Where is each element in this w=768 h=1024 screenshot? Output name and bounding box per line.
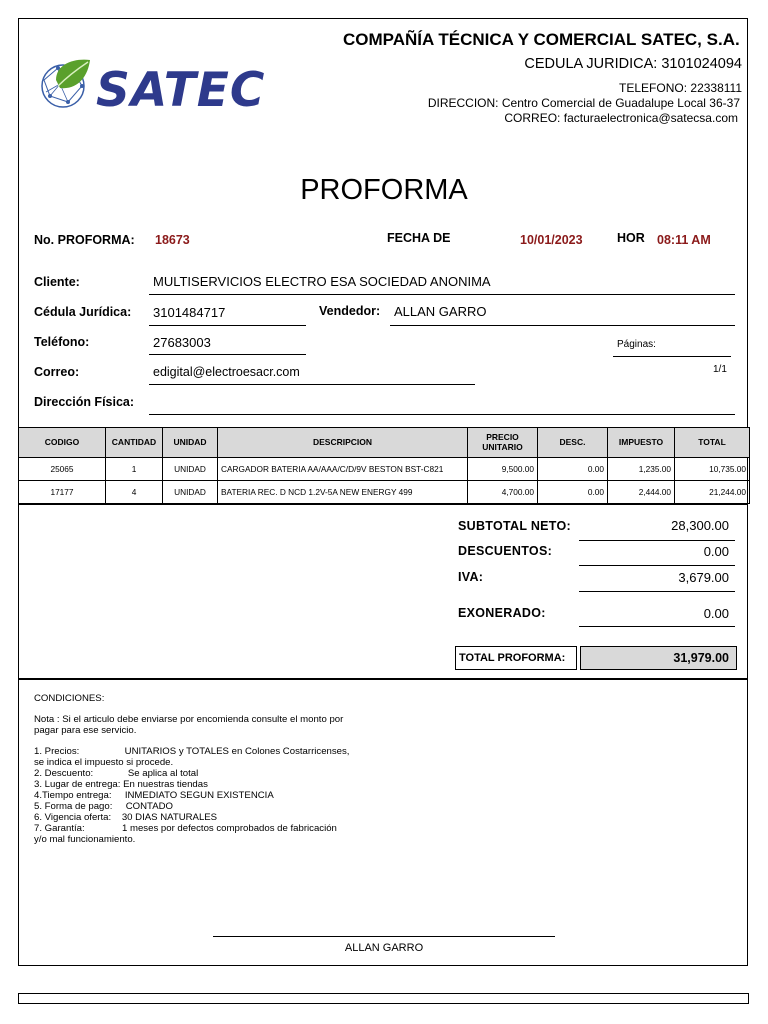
condition-line: 7. Garantía: 1 meses por defectos comprobados de fabricación	[34, 823, 337, 834]
subtotal-underline	[579, 540, 735, 541]
cell-impuesto: 1,235.00	[608, 458, 675, 481]
exonerado-label: EXONERADO:	[458, 606, 546, 620]
cell-descripcion: BATERIA REC. D NCD 1.2V-5A NEW ENERGY 499	[218, 481, 468, 504]
signature-line	[213, 936, 555, 937]
condition-line: 2. Descuento: Se aplica al total	[34, 768, 199, 779]
total-label-box	[455, 646, 577, 670]
hora-label: HOR	[617, 231, 645, 245]
paginas-label: Páginas:	[617, 339, 656, 350]
paginas-underline	[613, 356, 731, 357]
correo-underline	[149, 384, 475, 385]
telefono-underline	[149, 354, 306, 355]
cell-descripcion: CARGADOR BATERIA AA/AAA/C/D/9V BESTON BST-C821	[218, 458, 468, 481]
descuentos-underline	[579, 565, 735, 566]
condition-line: 4.Tiempo entrega: INMEDIATO SEGUN EXISTENCIA	[34, 790, 274, 801]
satec-logo	[38, 56, 288, 116]
footer-box	[18, 993, 749, 1004]
iva-label: IVA:	[458, 570, 484, 584]
cell-desc: 0.00	[538, 481, 608, 504]
correo-label: Correo:	[34, 365, 80, 379]
condition-line: 1. Precios: UNITARIOS y TOTALES en Colones Costarricenses,	[34, 746, 350, 757]
exonerado-underline	[579, 626, 735, 627]
iva-underline	[579, 591, 735, 592]
subtotal-label: SUBTOTAL NETO:	[458, 519, 572, 533]
vendedor-value: ALLAN GARRO	[394, 304, 487, 319]
document-title: PROFORMA	[300, 174, 468, 206]
cliente-underline	[149, 294, 735, 295]
company-cedula: CEDULA JURIDICA: 3101024094	[524, 56, 742, 72]
condition-line: 6. Vigencia oferta: 30 DIAS NATURALES	[34, 812, 218, 823]
cell-unidad: UNIDAD	[163, 458, 218, 481]
cliente-value: MULTISERVICIOS ELECTRO ESA SOCIEDAD ANONIMA	[153, 274, 491, 289]
proforma-number-label: No. PROFORMA:	[34, 233, 135, 247]
cell-codigo: 17177	[19, 481, 106, 504]
items-table	[18, 427, 750, 504]
col-unidad: UNIDAD	[163, 428, 218, 458]
col-desc: DESC.	[538, 428, 608, 458]
total-value: 31,979.00	[673, 651, 729, 665]
cell-precio: 4,700.00	[468, 481, 538, 504]
telefono-value: 27683003	[153, 335, 211, 350]
descuentos-value: 0.00	[703, 544, 729, 559]
proforma-number-value: 18673	[155, 233, 190, 247]
col-precio-unitario: PRECIO UNITARIO	[468, 428, 538, 458]
table-row	[19, 481, 750, 504]
conditions-block	[34, 693, 349, 845]
cell-precio: 9,500.00	[468, 458, 538, 481]
col-cantidad: CANTIDAD	[106, 428, 163, 458]
company-telefono: TELEFONO: 22338111	[619, 81, 742, 95]
table-bottom-divider	[18, 503, 748, 505]
table-header-row	[19, 428, 750, 458]
hora-value: 08:11 AM	[657, 233, 711, 247]
conditions-title: CONDICIONES:	[34, 693, 105, 704]
condition-line: y/o mal funcionamiento.	[34, 834, 136, 845]
cell-total: 21,244.00	[675, 481, 750, 504]
cell-impuesto: 2,444.00	[608, 481, 675, 504]
descuentos-label: DESCUENTOS:	[458, 544, 553, 558]
cell-codigo: 25065	[19, 458, 106, 481]
condition-line: 3. Lugar de entrega: En nuestras tiendas	[34, 779, 208, 790]
col-total: TOTAL	[675, 428, 750, 458]
vendedor-underline	[390, 325, 735, 326]
col-descripcion: DESCRIPCION	[218, 428, 468, 458]
totals-bottom-divider	[18, 678, 748, 680]
condition-line: 5. Forma de pago: CONTADO	[34, 801, 173, 812]
cell-cantidad: 1	[106, 458, 163, 481]
correo-value: edigital@electroesacr.com	[153, 365, 300, 379]
total-value-box	[580, 646, 737, 670]
globe-leaf-icon	[42, 60, 90, 107]
col-impuesto: IMPUESTO	[608, 428, 675, 458]
total-label: TOTAL PROFORMA:	[459, 652, 566, 664]
table-row	[19, 458, 750, 481]
paginas-value: 1/1	[713, 364, 727, 375]
exonerado-value: 0.00	[703, 606, 729, 621]
telefono-label: Teléfono:	[34, 335, 90, 349]
signature-name: ALLAN GARRO	[344, 942, 424, 954]
condition-line: se indica el impuesto si procede.	[34, 757, 174, 768]
iva-value: 3,679.00	[678, 570, 729, 585]
cell-total: 10,735.00	[675, 458, 750, 481]
company-correo: CORREO: facturaelectronica@satecsa.com	[504, 111, 738, 125]
conditions-note-line: pagar para ese servicio.	[34, 725, 137, 736]
fecha-label: FECHA DE	[387, 231, 451, 245]
cedula-underline	[149, 325, 306, 326]
company-direccion: DIRECCION: Centro Comercial de Guadalupe Local 36-37	[427, 96, 740, 110]
cell-unidad: UNIDAD	[163, 481, 218, 504]
col-codigo: CODIGO	[19, 428, 106, 458]
cell-desc: 0.00	[538, 458, 608, 481]
fecha-value: 10/01/2023	[520, 233, 583, 247]
cell-cantidad: 4	[106, 481, 163, 504]
company-name: COMPAÑÍA TÉCNICA Y COMERCIAL SATEC, S.A.	[343, 30, 740, 49]
cedula-label: Cédula Jurídica:	[34, 305, 132, 319]
direccion-label: Dirección Física:	[34, 395, 135, 409]
cliente-label: Cliente:	[34, 275, 80, 289]
direccion-underline	[149, 414, 735, 415]
conditions-note-line: Nota : Si el articulo debe enviarse por encomienda consulte el monto por	[34, 714, 344, 725]
cedula-value: 3101484717	[153, 305, 226, 320]
logo-text: SATEC	[96, 63, 266, 116]
vendedor-label: Vendedor:	[319, 304, 381, 318]
subtotal-value: 28,300.00	[671, 518, 729, 533]
